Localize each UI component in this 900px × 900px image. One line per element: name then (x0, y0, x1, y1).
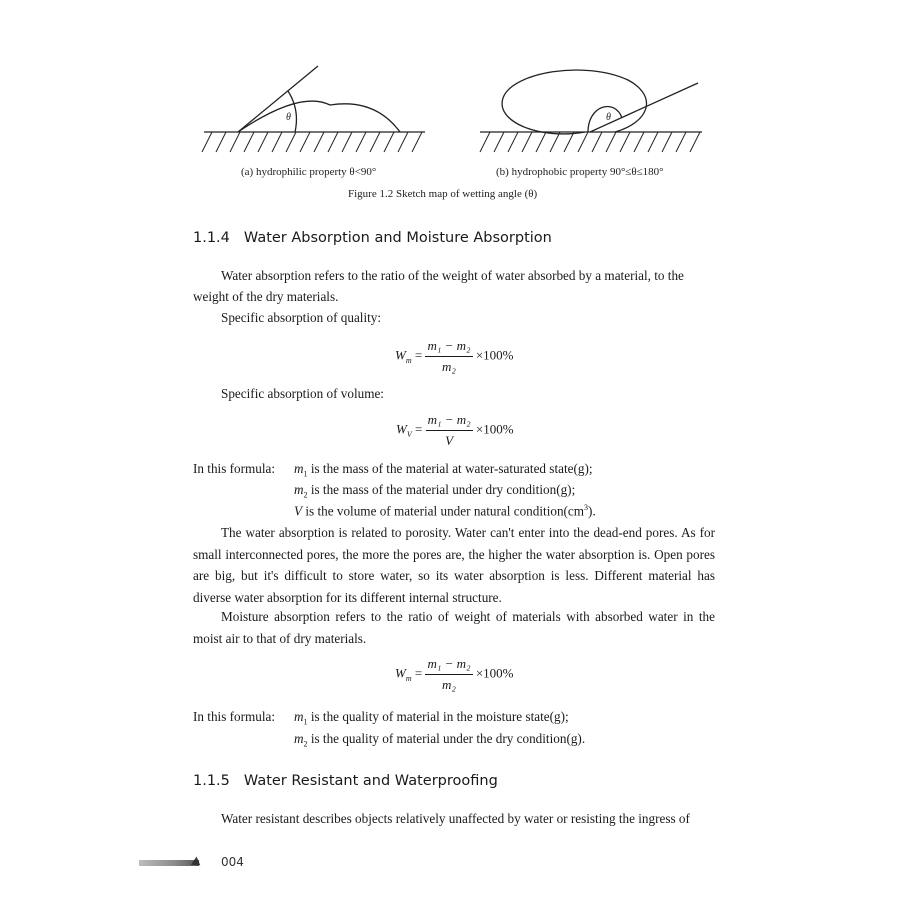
desc-end: ). (588, 503, 596, 519)
droplet-b (502, 70, 646, 134)
paragraph-moisture (193, 606, 715, 649)
formula-quality: $W_m$ = $\frac{\text{m₁ − m₂}}{\text{m₂}}$ ×100% (395, 338, 514, 374)
footer-decoration-bar (139, 860, 199, 866)
paragraph-line: Water absorption refers to the ratio of the weight of water absorbed by a material, to the (221, 268, 684, 283)
hatch-a (202, 132, 422, 152)
var: m (294, 709, 304, 724)
paragraph-porosity (193, 522, 715, 608)
section-heading-1-1-4 (193, 230, 552, 246)
where-item-v (294, 503, 596, 519)
formula-numerator: m₁ − m₂ (425, 656, 472, 675)
section-heading-1-1-5 (193, 773, 498, 789)
var: m (294, 731, 304, 746)
tangent-b (590, 83, 698, 132)
section-title: Water Resistant and Waterproofing (243, 773, 498, 789)
desc: is the mass of the material at water-saturated state(g); (307, 461, 593, 476)
wetting-angle-sketch (190, 60, 720, 170)
var: m (294, 461, 304, 476)
hatch-b (480, 132, 700, 152)
tangent-a (238, 66, 318, 132)
formula-lhs-sub: m (405, 356, 412, 366)
section-number: 1.1.4 (193, 230, 230, 246)
figure-caption-b: (b) hydrophobic property 90°≤θ≤180° (496, 166, 664, 178)
formula-lhs-sub: m (405, 674, 412, 684)
section-title: Water Absorption and Moisture Absorption (243, 230, 552, 246)
formula-numerator: m₁ − m₂ (426, 412, 473, 431)
page-number: 004 (221, 855, 244, 869)
where-label: In this formula: (193, 461, 276, 476)
hydrophobic-diagram (480, 70, 702, 152)
paragraph-text: Moisture absorption refers to the ratio of weight of materials with absorbed water in the moist air to that of dry materials. (193, 609, 715, 646)
label-quality: Specific absorption of quality: (221, 310, 382, 325)
figure-caption-a: (a) hydrophilic property θ<90° (241, 166, 377, 178)
var-sub: 1 (303, 717, 308, 727)
formula-tail: ×100% (475, 665, 514, 681)
formula-volume: $W_V$ = $\frac{\text{m₁ − m₂}}{V}$ ×100% (396, 412, 514, 448)
desc: is the volume of material under natural condition(cm (302, 503, 585, 519)
label-volume: Specific absorption of volume: (221, 386, 384, 401)
formula-denominator: m₂ (442, 359, 456, 374)
formula-fraction (426, 412, 473, 449)
hydrophilic-diagram (202, 66, 425, 152)
formula-denominator: m₂ (442, 677, 456, 692)
droplet-a (238, 101, 400, 132)
formula-numerator: m₁ − m₂ (425, 338, 472, 357)
theta-label-b: θ (606, 112, 611, 123)
paragraph-text: The water absorption is related to porosity. Water can't enter into the dead-end pores. As for small interconnected pores, the more the pores are, the higher the water absorption is. Open pores are big, but it's difficult to store water, so its water absorption is less. Different material has diverse water absorption for its different internal structure. (193, 525, 715, 605)
desc: is the quality of material in the moisture state(g); (307, 709, 569, 724)
var: m (294, 482, 304, 497)
paragraph-line: Water resistant describes objects relatively unaffected by water or resisting the ingress of (221, 811, 690, 826)
formula-tail: ×100% (475, 347, 514, 363)
var-sub: 1 (303, 469, 308, 479)
formula-fraction (425, 656, 472, 693)
desc: is the mass of the material under dry condition(g); (307, 482, 576, 497)
where-item-m1 (294, 709, 569, 727)
formula-lhs: W (395, 665, 406, 681)
formula-lhs: W (396, 421, 407, 437)
formula-lhs-sub: V (406, 430, 412, 440)
footer-arrow-icon (191, 857, 203, 870)
var-sub: 2 (303, 490, 308, 500)
theta-label-a: θ (286, 112, 291, 123)
where-item-m2 (294, 482, 575, 500)
var-sub: 2 (303, 739, 308, 749)
formula-denominator: V (445, 433, 454, 448)
figure-title: Figure 1.2 Sketch map of wetting angle (θ) (348, 188, 538, 200)
unit-sup: 3 (584, 503, 589, 512)
section-number: 1.1.5 (193, 773, 230, 789)
where-item-m1 (294, 461, 593, 479)
where-label: In this formula: (193, 709, 276, 724)
formula-tail: ×100% (475, 421, 514, 437)
var: V (294, 503, 303, 519)
paragraph-line: weight of the dry materials. (193, 289, 339, 304)
formula-lhs: W (395, 347, 406, 363)
formula-fraction (425, 338, 472, 375)
where-item-m2 (294, 731, 585, 749)
formula-moisture: $W_m$ = $\frac{\text{m₁ − m₂}}{\text{m₂}}$ ×100% (395, 656, 514, 692)
wetting-angle-figure (190, 60, 720, 170)
desc: is the quality of material under the dry condition(g). (307, 731, 586, 746)
